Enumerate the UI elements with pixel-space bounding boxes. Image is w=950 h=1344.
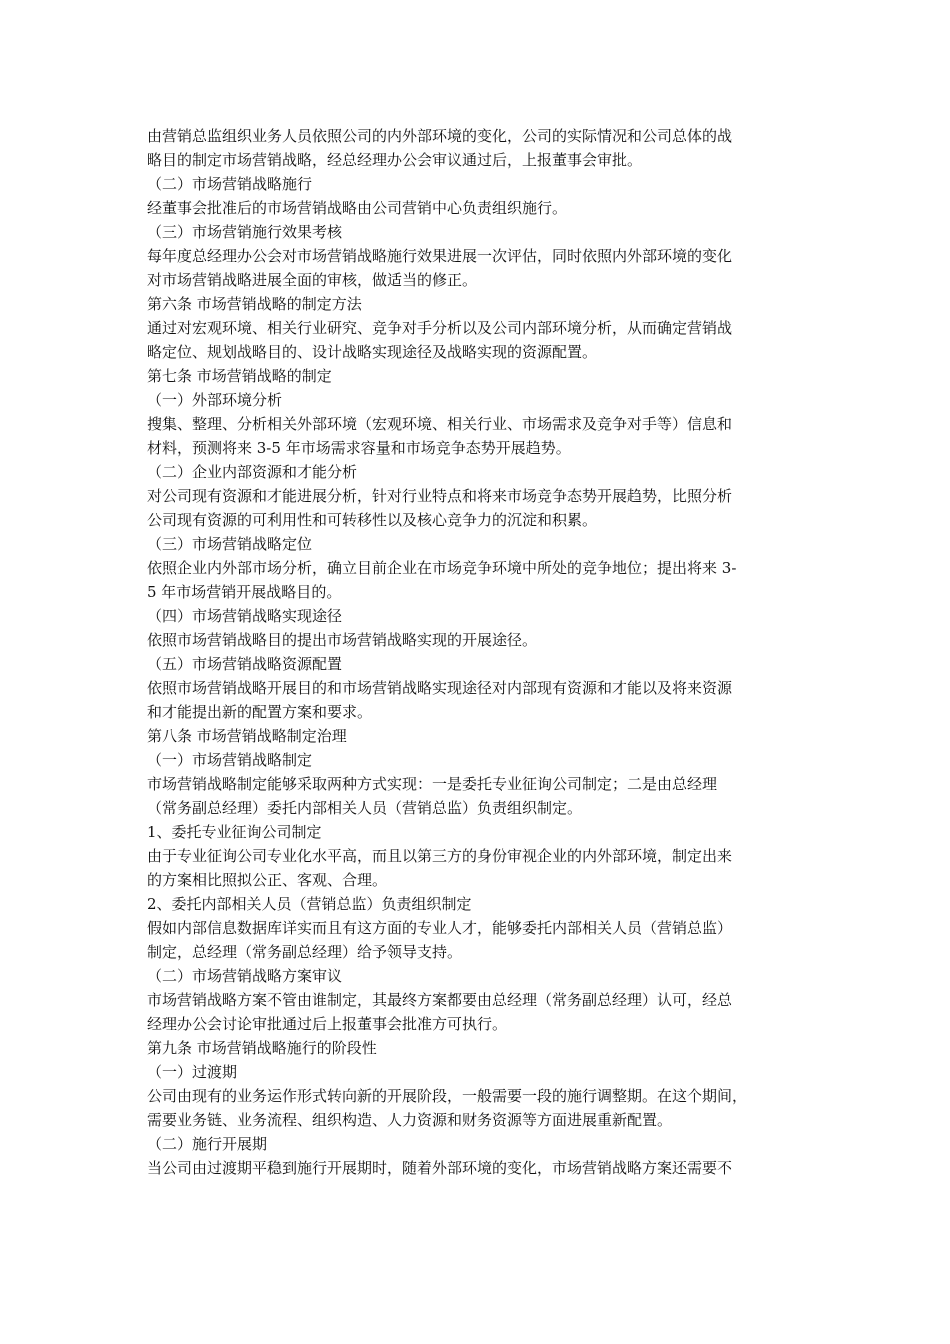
section-heading: （二）市场营销战略施行 bbox=[147, 175, 313, 193]
subsection-heading: 2、委托内部相关人员（营销总监）负责组织制定 bbox=[147, 895, 472, 913]
text-line: 公司现有资源的可利用性和可转移性以及核心竞争力的沉淀和积累。 bbox=[147, 511, 598, 529]
text-line: 假如内部信息数据库详实而且有这方面的专业人才，能够委托内部相关人员（营销总监） bbox=[147, 919, 733, 937]
text-line: 通过对宏观环境、相关行业研究、竞争对手分析以及公司内部环境分析，从而确定营销战 bbox=[147, 319, 733, 337]
section-heading: （四）市场营销战略实现途径 bbox=[147, 607, 343, 625]
article-heading: 第六条 市场营销战略的制定方法 bbox=[147, 295, 362, 313]
text-line: 当公司由过渡期平稳到施行开展期时，随着外部环境的变化，市场营销战略方案还需要不 bbox=[147, 1159, 733, 1177]
text-line: 由营销总监组织业务人员依照公司的内外部环境的变化，公司的实际情况和公司总体的战 bbox=[147, 127, 733, 145]
article-heading: 第八条 市场营销战略制定治理 bbox=[147, 727, 347, 745]
article-heading: 第七条 市场营销战略的制定 bbox=[147, 367, 332, 385]
text-line: 市场营销战略方案不管由谁制定，其最终方案都要由总经理（常务副总经理）认可，经总 bbox=[147, 991, 733, 1009]
text-line: 略定位、规划战略目的、设计战略实现途径及战略实现的资源配置。 bbox=[147, 343, 598, 361]
text-line: 公司由现有的业务运作形式转向新的开展阶段，一般需要一段的施行调整期。在这个期间， bbox=[147, 1087, 748, 1105]
section-heading: （二）市场营销战略方案审议 bbox=[147, 967, 343, 985]
text-line: 每年度总经理办公会对市场营销战略施行效果进展一次评估，同时依照内外部环境的变化 bbox=[147, 247, 733, 265]
section-heading: （五）市场营销战略资源配置 bbox=[147, 655, 343, 673]
subsection-heading: 1、委托专业征询公司制定 bbox=[147, 823, 322, 841]
text-line: 材料，预测将来 3-5 年市场需求容量和市场竞争态势开展趋势。 bbox=[147, 439, 571, 457]
section-heading: （一）外部环境分析 bbox=[147, 391, 283, 409]
text-line: 需要业务链、业务流程、组织构造、人力资源和财务资源等方面进展重新配置。 bbox=[147, 1111, 673, 1129]
section-heading: （三）市场营销战略定位 bbox=[147, 535, 313, 553]
article-heading: 第九条 市场营销战略施行的阶段性 bbox=[147, 1039, 377, 1057]
text-line: 的方案相比照拟公正、客观、合理。 bbox=[147, 871, 388, 889]
text-line: 依照市场营销战略目的提出市场营销战略实现的开展途径。 bbox=[147, 631, 538, 649]
text-line: 制定，总经理（常务副总经理）给予领导支持。 bbox=[147, 943, 463, 961]
text-line: 和才能提出新的配置方案和要求。 bbox=[147, 703, 373, 721]
text-line: 5 年市场营销开展战略目的。 bbox=[147, 583, 342, 601]
text-line: 对公司现有资源和才能进展分析，针对行业特点和将来市场竞争态势开展趋势，比照分析 bbox=[147, 487, 733, 505]
text-line: （常务副总经理）委托内部相关人员（营销总监）负责组织制定。 bbox=[147, 799, 583, 817]
section-heading: （二）施行开展期 bbox=[147, 1135, 268, 1153]
text-line: 略目的制定市场营销战略，经总经理办公会审议通过后，上报董事会审批。 bbox=[147, 151, 643, 169]
text-line: 经董事会批准后的市场营销战略由公司营销中心负责组织施行。 bbox=[147, 199, 568, 217]
section-heading: （二）企业内部资源和才能分析 bbox=[147, 463, 358, 481]
section-heading: （一）市场营销战略制定 bbox=[147, 751, 313, 769]
text-line: 经理办公会讨论审批通过后上报董事会批准方可执行。 bbox=[147, 1015, 508, 1033]
document-page bbox=[147, 124, 813, 1180]
text-line: 搜集、整理、分析相关外部环境（宏观环境、相关行业、市场需求及竞争对手等）信息和 bbox=[147, 415, 733, 433]
text-line: 依照企业内外部市场分析，确立目前企业在市场竞争环境中所处的竞争地位；提出将来 3- bbox=[147, 559, 737, 577]
text-line: 由于专业征询公司专业化水平高，而且以第三方的身份审视企业的内外部环境，制定出来 bbox=[147, 847, 733, 865]
section-heading: （一）过渡期 bbox=[147, 1063, 238, 1081]
section-heading: （三）市场营销施行效果考核 bbox=[147, 223, 343, 241]
text-line: 对市场营销战略进展全面的审核，做适当的修正。 bbox=[147, 271, 478, 289]
text-line: 依照市场营销战略开展目的和市场营销战略实现途径对内部现有资源和才能以及将来资源 bbox=[147, 679, 733, 697]
text-line: 市场营销战略制定能够采取两种方式实现：一是委托专业征询公司制定；二是由总经理 bbox=[147, 775, 718, 793]
